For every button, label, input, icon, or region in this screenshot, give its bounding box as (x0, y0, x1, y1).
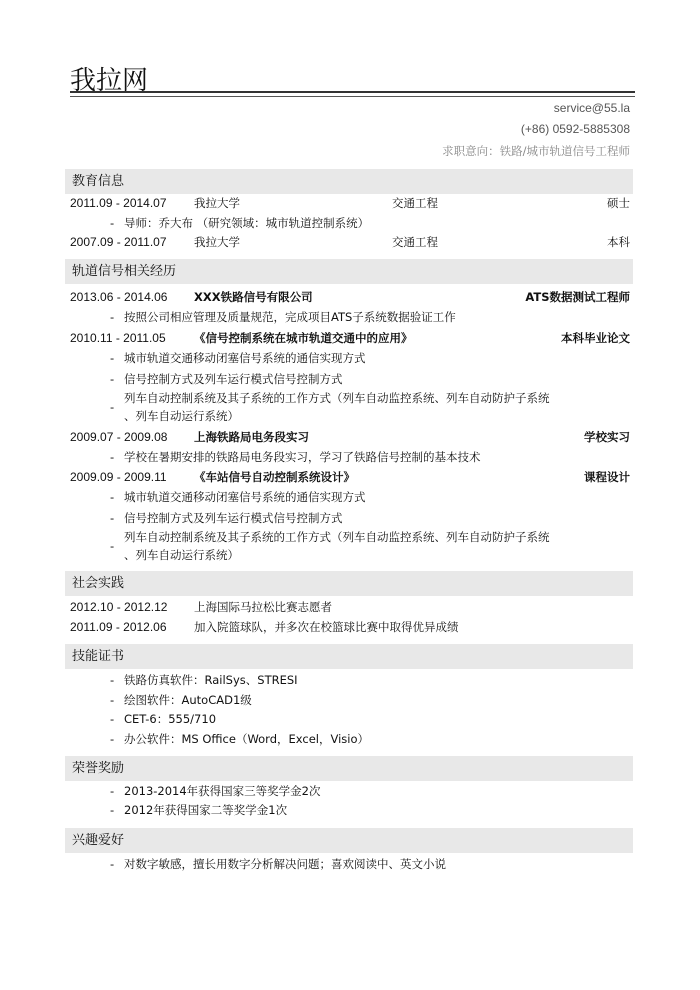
bullet-item (110, 528, 630, 564)
experience-row (70, 468, 630, 486)
resume-name: 我拉网 (70, 66, 149, 96)
bullet-dash: - (110, 310, 115, 324)
bullet-text: 2012年获得国家二等奖学金1次 (124, 803, 288, 817)
experience-row (70, 428, 630, 446)
role: 学校实习 (584, 430, 630, 444)
bullet-text: 绘图软件：AutoCAD1级 (124, 693, 252, 707)
bullet-dash: - (110, 351, 115, 365)
bullet-text (124, 528, 630, 564)
bullet-text: 铁路仿真软件：RailSys、STRESI (124, 673, 298, 687)
bullet-text: 办公软件：MS Office（Word，Excel，Visio） (124, 732, 369, 746)
date: 2007.09 - 2011.07 (70, 235, 167, 249)
section-education: 教育信息 (65, 169, 633, 194)
bullet-text: 导师：乔大布 （研究领域：城市轨道控制系统） (124, 216, 370, 230)
bullet-text: 信号控制方式及列车运行模式信号控制方式 (124, 511, 343, 525)
bullet-line: 列车自动控制系统及其子系统的工作方式（列车自动监控系统、列车自动防护子系统 (124, 391, 550, 405)
education-row (70, 194, 630, 212)
contact-phone: (+86) 0592-5885308 (520, 122, 630, 136)
school: 我拉大学 (194, 196, 240, 210)
date: 2010.11 - 2011.05 (70, 331, 166, 345)
degree: 硕士 (607, 196, 630, 210)
bullet-dash: - (110, 712, 115, 726)
bullet-line: 、列车自动运行系统） (124, 548, 239, 562)
bullet-dash: - (110, 511, 115, 525)
school: 我拉大学 (194, 235, 240, 249)
major: 交通工程 (392, 196, 438, 210)
bullet-dash: - (110, 490, 115, 504)
bullet-text (124, 389, 630, 425)
organization: 《车站信号自动控制系统设计》 (194, 470, 355, 484)
date: 2009.07 - 2009.08 (70, 430, 168, 444)
bullet-text: 按照公司相应管理及质量规范，完成项目ATS子系统数据验证工作 (124, 310, 456, 324)
organization: 上海铁路局电务段实习 (194, 430, 309, 444)
section-honors: 荣誉奖励 (65, 756, 633, 781)
date: 2011.09 - 2012.06 (70, 620, 167, 634)
experience-row (70, 329, 630, 347)
education-row (70, 233, 630, 251)
activity: 上海国际马拉松比赛志愿者 (194, 600, 332, 614)
header-rule-thick (70, 91, 635, 93)
bullet-line: 、列车自动运行系统） (124, 409, 239, 423)
job-intent: 求职意向：铁路/城市轨道信号工程师 (442, 144, 630, 158)
role: 本科毕业论文 (561, 331, 630, 345)
organization: XXX铁路信号有限公司 (194, 290, 313, 304)
bullet-item (110, 389, 630, 425)
section-experience: 轨道信号相关经历 (65, 259, 633, 284)
bullet-dash: - (110, 400, 115, 414)
activity: 加入院篮球队，并多次在校篮球比赛中取得优异成绩 (194, 620, 459, 634)
date: 2009.09 - 2009.11 (70, 470, 167, 484)
bullet-dash: - (110, 216, 115, 230)
bullet-dash: - (110, 803, 115, 817)
bullet-dash: - (110, 539, 115, 553)
section-social: 社会实践 (65, 571, 633, 596)
header-rule-thin (70, 96, 635, 97)
bullet-dash: - (110, 673, 115, 687)
date: 2013.06 - 2014.06 (70, 290, 168, 304)
experience-row (70, 288, 630, 306)
bullet-line: 列车自动控制系统及其子系统的工作方式（列车自动监控系统、列车自动防护子系统 (124, 530, 550, 544)
date: 2012.10 - 2012.12 (70, 600, 168, 614)
bullet-dash: - (110, 784, 115, 798)
bullet-dash: - (110, 450, 115, 464)
bullet-text: 对数字敏感，擅长用数字分析解决问题；喜欢阅读中、英文小说 (124, 857, 446, 871)
bullet-dash: - (110, 732, 115, 746)
bullet-dash: - (110, 857, 115, 871)
date: 2011.09 - 2014.07 (70, 196, 167, 210)
social-row (70, 598, 630, 616)
social-row (70, 618, 630, 636)
bullet-text: 城市轨道交通移动闭塞信号系统的通信实现方式 (124, 490, 366, 504)
bullet-text: 2013-2014年获得国家三等奖学金2次 (124, 784, 321, 798)
organization: 《信号控制系统在城市轨道交通中的应用》 (194, 331, 413, 345)
role: 课程设计 (584, 470, 630, 484)
major: 交通工程 (392, 235, 438, 249)
bullet-text: 城市轨道交通移动闭塞信号系统的通信实现方式 (124, 351, 366, 365)
bullet-text: CET-6：555/710 (124, 712, 217, 726)
bullet-text: 信号控制方式及列车运行模式信号控制方式 (124, 372, 343, 386)
bullet-text: 学校在暑期安排的铁路局电务段实习，学习了铁路信号控制的基本技术 (124, 450, 481, 464)
contact-email[interactable]: service@55.la (553, 101, 630, 115)
bullet-dash: - (110, 693, 115, 707)
section-hobbies: 兴趣爱好 (65, 828, 633, 853)
section-skills: 技能证书 (65, 644, 633, 669)
degree: 本科 (607, 235, 630, 249)
role: ATS数据测试工程师 (525, 290, 630, 304)
bullet-dash: - (110, 372, 115, 386)
